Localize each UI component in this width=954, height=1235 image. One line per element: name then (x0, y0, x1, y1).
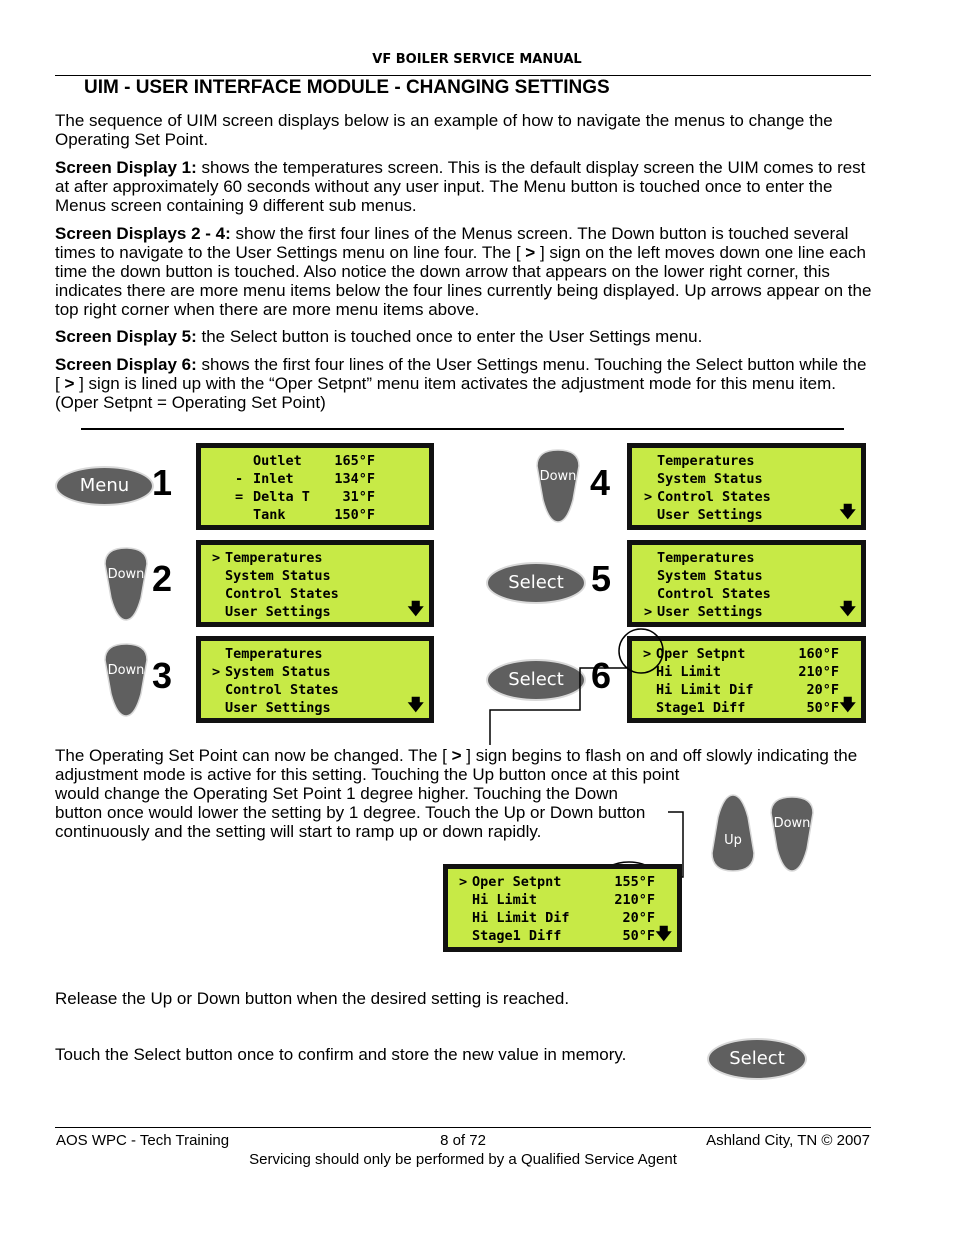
lcd-row-label: Tank (253, 507, 286, 523)
lcd-row-label: Delta T (253, 489, 310, 505)
callout-line-cursor (490, 668, 628, 745)
lcd-row (454, 891, 677, 909)
up-button-label: Up (724, 833, 742, 848)
lcd-row-label: Hi Limit (472, 892, 538, 908)
lcd-row-label: System Status (657, 471, 763, 487)
lcd-row-value: 20°F (806, 682, 839, 698)
sd1-label: Screen Display 1: (55, 158, 197, 177)
lcd-row-label: System Status (225, 664, 331, 680)
sd6-text1: shows the first four lines of the User Settings menu. Touching the Select button while the [ (55, 355, 867, 393)
sd24-text1: show the first four lines of the Menus screen. The Down button is touched several times to navigate to the User Settings menu on line four. The [ (55, 224, 849, 262)
sd6-label: Screen Display 6: (55, 355, 197, 374)
lcd-row-cursor: = (235, 489, 244, 505)
footer-rule (55, 1127, 871, 1128)
lcd-screen-7 (443, 864, 682, 952)
lcd-row-label: User Settings (657, 507, 763, 523)
lcd-row-value: 160°F (798, 646, 839, 662)
section-title: UIM - USER INTERFACE MODULE - CHANGING SETTINGS (84, 77, 610, 98)
sd5-text: the Select button is touched once to enter the User Settings menu. (196, 327, 703, 346)
lcd-row-value: 134°F (334, 471, 375, 487)
change-text2: ] sign begins to flash on and off slowly indicating the adjustment mode is active for this setting. Touching the Up button once at this point (55, 746, 858, 784)
down-arrow-icon: 🡇 (407, 695, 424, 714)
lcd-row-label: Hi Limit Dif (472, 910, 570, 926)
down-arrow-icon: 🡇 (407, 599, 424, 618)
select-button-5[interactable]: Select (486, 562, 586, 604)
select-button-6[interactable]: Select (486, 659, 586, 701)
change-text1: The Operating Set Point can now be changed. The [ (55, 746, 452, 765)
sd24-sym: > (525, 243, 536, 262)
lcd-row-label: System Status (657, 568, 763, 584)
lcd-row (454, 909, 677, 927)
lcd-row-label: Temperatures (225, 646, 323, 662)
lcd-row-label: Stage1 Diff (656, 700, 746, 716)
down-button-shape (767, 795, 817, 873)
lcd-row-value: 210°F (798, 664, 839, 680)
down-button-adjust[interactable] (767, 795, 817, 878)
step-4-number: 4 (590, 462, 611, 503)
select-button-confirm[interactable]: Select (707, 1038, 807, 1080)
lcd-row-label: Control States (225, 682, 339, 698)
down-arrow-icon: 🡇 (839, 599, 856, 618)
sd5-label: Screen Display 5: (55, 327, 197, 346)
lcd-row-label: Control States (657, 489, 771, 505)
down-button-label: Down (539, 469, 577, 484)
lcd-row-cursor: - (235, 471, 244, 487)
lcd-row-value: 50°F (806, 700, 839, 716)
lcd-row-label: Stage1 Diff (472, 928, 562, 944)
lcd-cursor: > (643, 646, 652, 662)
footer-note: Servicing should only be performed by a Qualified Service Agent (249, 1151, 677, 1168)
sd24-label: Screen Displays 2 - 4: (55, 224, 231, 243)
lcd-row-label: Oper Setpnt (656, 646, 746, 662)
lcd-row-label: Control States (657, 586, 771, 602)
manual-header: VF BOILER SERVICE MANUAL (372, 52, 582, 67)
down-arrow-icon: 🡇 (655, 924, 672, 943)
sd6-sym: > (64, 374, 75, 393)
lcd-row-label: System Status (225, 568, 331, 584)
lcd-row-label: User Settings (657, 604, 763, 620)
lcd-row-value: 165°F (334, 453, 375, 469)
lcd-row-value: 155°F (614, 874, 655, 890)
menu-button[interactable]: Menu (55, 466, 154, 506)
lcd-row-label: Inlet (253, 471, 294, 487)
lcd-row-label: User Settings (225, 700, 331, 716)
lcd-row-label: Hi Limit (656, 664, 722, 680)
lcd-row-label: Oper Setpnt (472, 874, 562, 890)
confirm-paragraph: Touch the Select button once to confirm and store the new value in memory. (55, 1045, 627, 1064)
lcd-cursor: > (212, 664, 221, 680)
lcd-cursor: > (459, 874, 468, 890)
step-3-number: 3 (152, 655, 173, 696)
footer-left: AOS WPC - Tech Training (56, 1132, 230, 1149)
step-1-number: 1 (152, 462, 173, 503)
lcd-row-label: Temperatures (657, 453, 755, 469)
footer-page: 8 of 72 (440, 1132, 486, 1149)
lcd-cursor: > (644, 489, 653, 505)
down-arrow-icon: 🡇 (839, 695, 856, 714)
lcd-cursor: > (644, 604, 653, 620)
lcd-row-value: 20°F (622, 910, 655, 926)
release-paragraph: Release the Up or Down button when the desired setting is reached. (55, 989, 570, 1008)
cursor-highlight-circle (619, 629, 663, 673)
lcd-row-label: Temperatures (225, 550, 323, 566)
lcd-cursor: > (212, 550, 221, 566)
lcd-row (454, 924, 677, 945)
sd24-text2: ] sign on the left moves down one line each time the down button is touched. Also notice the down arrow that appears on the lower right corner, this indicates there are more menu items below the four lines currently being displayed. Up arrows appear on the top right corner when there are more menu items above. (55, 243, 872, 319)
sd6-text2: ] sign is lined up with the “Oper Setpnt” menu item activates the adjustment mode for this menu item. (Oper Setpnt = Operating Set Point) (55, 374, 836, 412)
lcd-row-value: 50°F (622, 928, 655, 944)
lcd-row-value: 150°F (334, 507, 375, 523)
lcd-row-value: 210°F (614, 892, 655, 908)
down-button-label: Down (773, 816, 811, 831)
lcd-row-label: Control States (225, 586, 339, 602)
lcd-row-label: Outlet (253, 453, 302, 469)
down-button-label: Down (107, 663, 145, 678)
lcd-row-label: Temperatures (657, 550, 755, 566)
footer-right: Ashland City, TN © 2007 (706, 1132, 870, 1149)
down-button-label: Down (107, 567, 145, 582)
change-sym: > (451, 746, 462, 765)
step-2-number: 2 (152, 558, 173, 599)
lcd-row (454, 873, 677, 891)
lcd-row-value: 31°F (342, 489, 375, 505)
intro-paragraph: The sequence of UIM screen displays below is an example of how to navigate the menus to change the Operating Set Point. (55, 111, 833, 149)
lcd-row-label: User Settings (225, 604, 331, 620)
lcd-screen-7-display (448, 869, 677, 947)
down-arrow-icon: 🡇 (839, 502, 856, 521)
step-6-number: 6 (591, 655, 612, 696)
sd1-text: shows the temperatures screen. This is the default display screen the UIM comes to rest at after approximately 60 seconds without any user input. The Menu button is touched once to enter the Menus screen containing 9 different sub menus. (55, 158, 866, 215)
step-5-number: 5 (591, 558, 612, 599)
up-button[interactable] (708, 793, 758, 878)
lcd-row-label: Hi Limit Dif (656, 682, 754, 698)
change-text2-continued: would change the Operating Set Point 1 degree higher. Touching the Down button once would lower the setting by 1 degree. Touch the Up or Down button continuously and the setting will start to ramp up or down rapidly. (55, 784, 646, 841)
